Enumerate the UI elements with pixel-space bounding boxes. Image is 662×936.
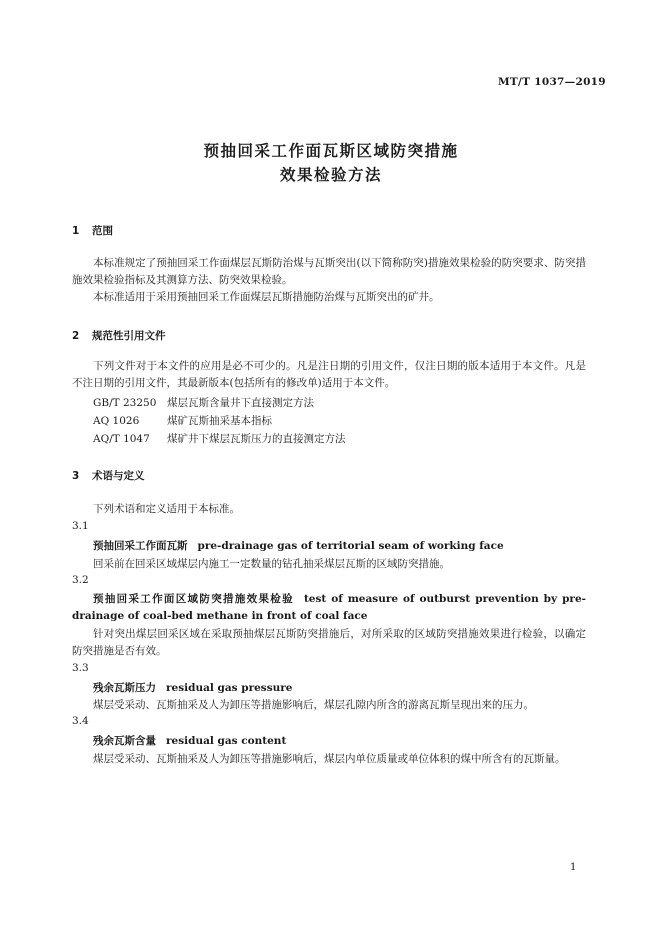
section-title: 范围 (92, 225, 113, 237)
section-1-heading (72, 223, 113, 238)
term-zh: 残余瓦斯压力 (93, 682, 156, 694)
term-en: residual gas content (166, 735, 287, 747)
document-title-line2: 效果检验方法 (279, 166, 382, 184)
section-2-heading (72, 328, 166, 343)
term-zh: 残余瓦斯含量 (93, 735, 156, 747)
reference-title: 煤矿井下煤层瓦斯压力的直接测定方法 (167, 433, 346, 445)
term-definition: 煤层受采动、瓦斯抽采及人为卸压等措施影响后，煤层孔隙内所含的游离瓦斯呈现出来的压力。 (93, 699, 534, 711)
reference-title: 煤层瓦斯含量井下直接测定方法 (167, 397, 314, 409)
reference-id: AQ/T 1047 (93, 433, 150, 445)
section-title: 规范性引用文件 (92, 330, 166, 342)
term-entry (93, 538, 504, 553)
reference-item (93, 431, 346, 446)
term-en: test of measure of outburst prevention by pre-drainage of coal-bed methane in front of coal face (72, 593, 587, 622)
reference-item (93, 413, 272, 428)
term-en: pre-drainage gas of territorial seam of working face (197, 540, 504, 552)
clause-number: 3.2 (72, 574, 89, 586)
term-en: residual gas pressure (166, 682, 293, 694)
section-3-heading (72, 468, 145, 483)
term-zh: 预抽回采工作面瓦斯 (93, 540, 188, 552)
section-title: 术语与定义 (92, 470, 145, 482)
clause-number: 3.4 (72, 715, 89, 727)
reference-id: AQ 1026 (93, 415, 140, 427)
page-number: 1 (570, 862, 577, 873)
reference-item (93, 395, 314, 410)
term-entry (72, 591, 586, 625)
standard-code: MT/T 1037—2019 (498, 76, 606, 88)
section-3-intro: 下列术语和定义适用于本标准。 (93, 503, 240, 515)
section-number: 2 (72, 330, 80, 342)
clause-number: 3.3 (72, 662, 89, 674)
reference-id: GB/T 23250 (93, 397, 157, 409)
term-entry (93, 680, 292, 695)
section-number: 1 (72, 225, 80, 237)
section-1-paragraph-2: 本标准适用于采用预抽回采工作面煤层瓦斯措施防治煤与瓦斯突出的矿井。 (93, 291, 440, 303)
reference-title: 煤矿瓦斯抽采基本指标 (167, 415, 272, 427)
term-definition: 回采前在回采区域煤层内施工一定数量的钻孔抽采煤层瓦斯的区域防突措施。 (93, 558, 450, 570)
term-entry (93, 733, 286, 748)
term-definition: 针对突出煤层回采区域在采取预抽煤层瓦斯防突措施后，对所采取的区域防突措施效果进行检验，以确定防突措施是否有效。 (72, 628, 586, 657)
term-zh: 预抽回采工作面区域防突措施效果检验 (93, 593, 294, 605)
document-title-line1: 预抽回采工作面瓦斯区域防突措施 (203, 142, 459, 160)
section-2-paragraph: 下列文件对于本文件的应用是必不可少的。凡是注日期的引用文件，仅注日期的版本适用于本文件。凡是不注日期的引用文件，其最新版本(包括所有的修改单)适用于本文件。 (72, 360, 586, 389)
term-definition: 煤层受采动、瓦斯抽采及人为卸压等措施影响后，煤层内单位质量或单位体积的煤中所含有的瓦斯量。 (93, 753, 566, 765)
clause-number: 3.1 (72, 520, 89, 532)
section-1-paragraph-1: 本标准规定了预抽回采工作面煤层瓦斯防治煤与瓦斯突出(以下简称防突)措施效果检验的防突要求、防突措施效果检验指标及其测算方法、防突效果检验。 (72, 257, 586, 286)
section-number: 3 (72, 470, 80, 482)
